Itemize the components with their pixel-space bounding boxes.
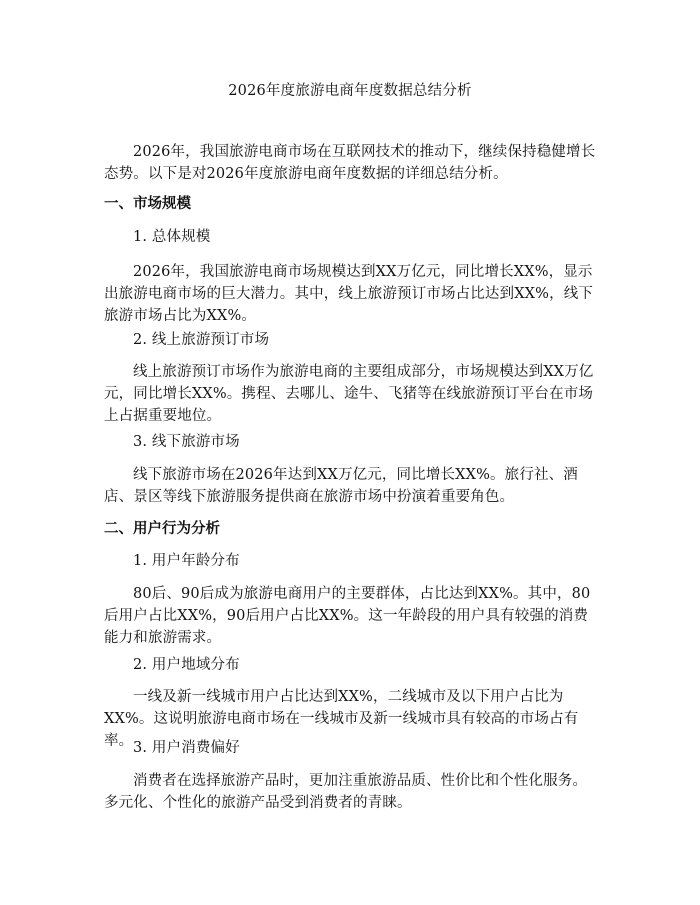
subsection-title-overall-scale: 1. 总体规模 xyxy=(133,229,211,245)
section-heading-market-size: 一、市场规模 xyxy=(104,196,191,212)
document-title: 2026年度旅游电商年度数据总结分析 xyxy=(228,83,472,99)
paragraph-offline-market: 线下旅游市场在2026年达到XX万亿元，同比增长XX%。旅行社、酒店、景区等线下旅游服务提供商在旅游市场中扮演着重要角色。 xyxy=(104,467,578,505)
subsection-title-offline-market: 3. 线下旅游市场 xyxy=(133,434,240,450)
subsection-title-user-age: 1. 用户年龄分布 xyxy=(133,553,240,569)
paragraph-online-booking: 线上旅游预订市场作为旅游电商的主要组成部分，市场规模达到XX万亿元，同比增长XX%。携程、去哪儿、途牛、飞猪等在线旅游预订平台在市场上占据重要地位。 xyxy=(104,364,594,424)
paragraph-user-age: 80后、90后成为旅游电商用户的主要群体，占比达到XX%。其中，80后用户占比XX%，90后用户占比XX%。这一年龄段的用户具有较强的消费能力和旅游需求。 xyxy=(104,586,591,646)
subsection-title-user-preference: 3. 用户消费偏好 xyxy=(133,740,240,756)
paragraph-user-preference: 消费者在选择旅游产品时，更加注重旅游品质、性价比和个性化服务。多元化、个性化的旅游产品受到消费者的青睐。 xyxy=(104,773,588,811)
paragraph-user-region: 一线及新一线城市用户占比达到XX%，二线城市及以下用户占比为XX%。这说明旅游电商市场在一线城市及新一线城市具有较高的市场占有率。 xyxy=(104,689,579,749)
intro-paragraph: 2026年，我国旅游电商市场在互联网技术的推动下，继续保持稳健增长态势。以下是对2026年度旅游电商年度数据的详细总结分析。 xyxy=(104,144,596,182)
subsection-title-online-booking: 2. 线上旅游预订市场 xyxy=(133,332,270,348)
subsection-title-user-region: 2. 用户地域分布 xyxy=(133,657,240,673)
section-heading-user-behavior: 二、用户行为分析 xyxy=(104,521,220,537)
paragraph-overall-scale: 2026年，我国旅游电商市场规模达到XX万亿元，同比增长XX%，显示出旅游电商市场的巨大潜力。其中，线上旅游预订市场占比达到XX%，线下旅游市场占比为XX%。 xyxy=(104,264,594,324)
